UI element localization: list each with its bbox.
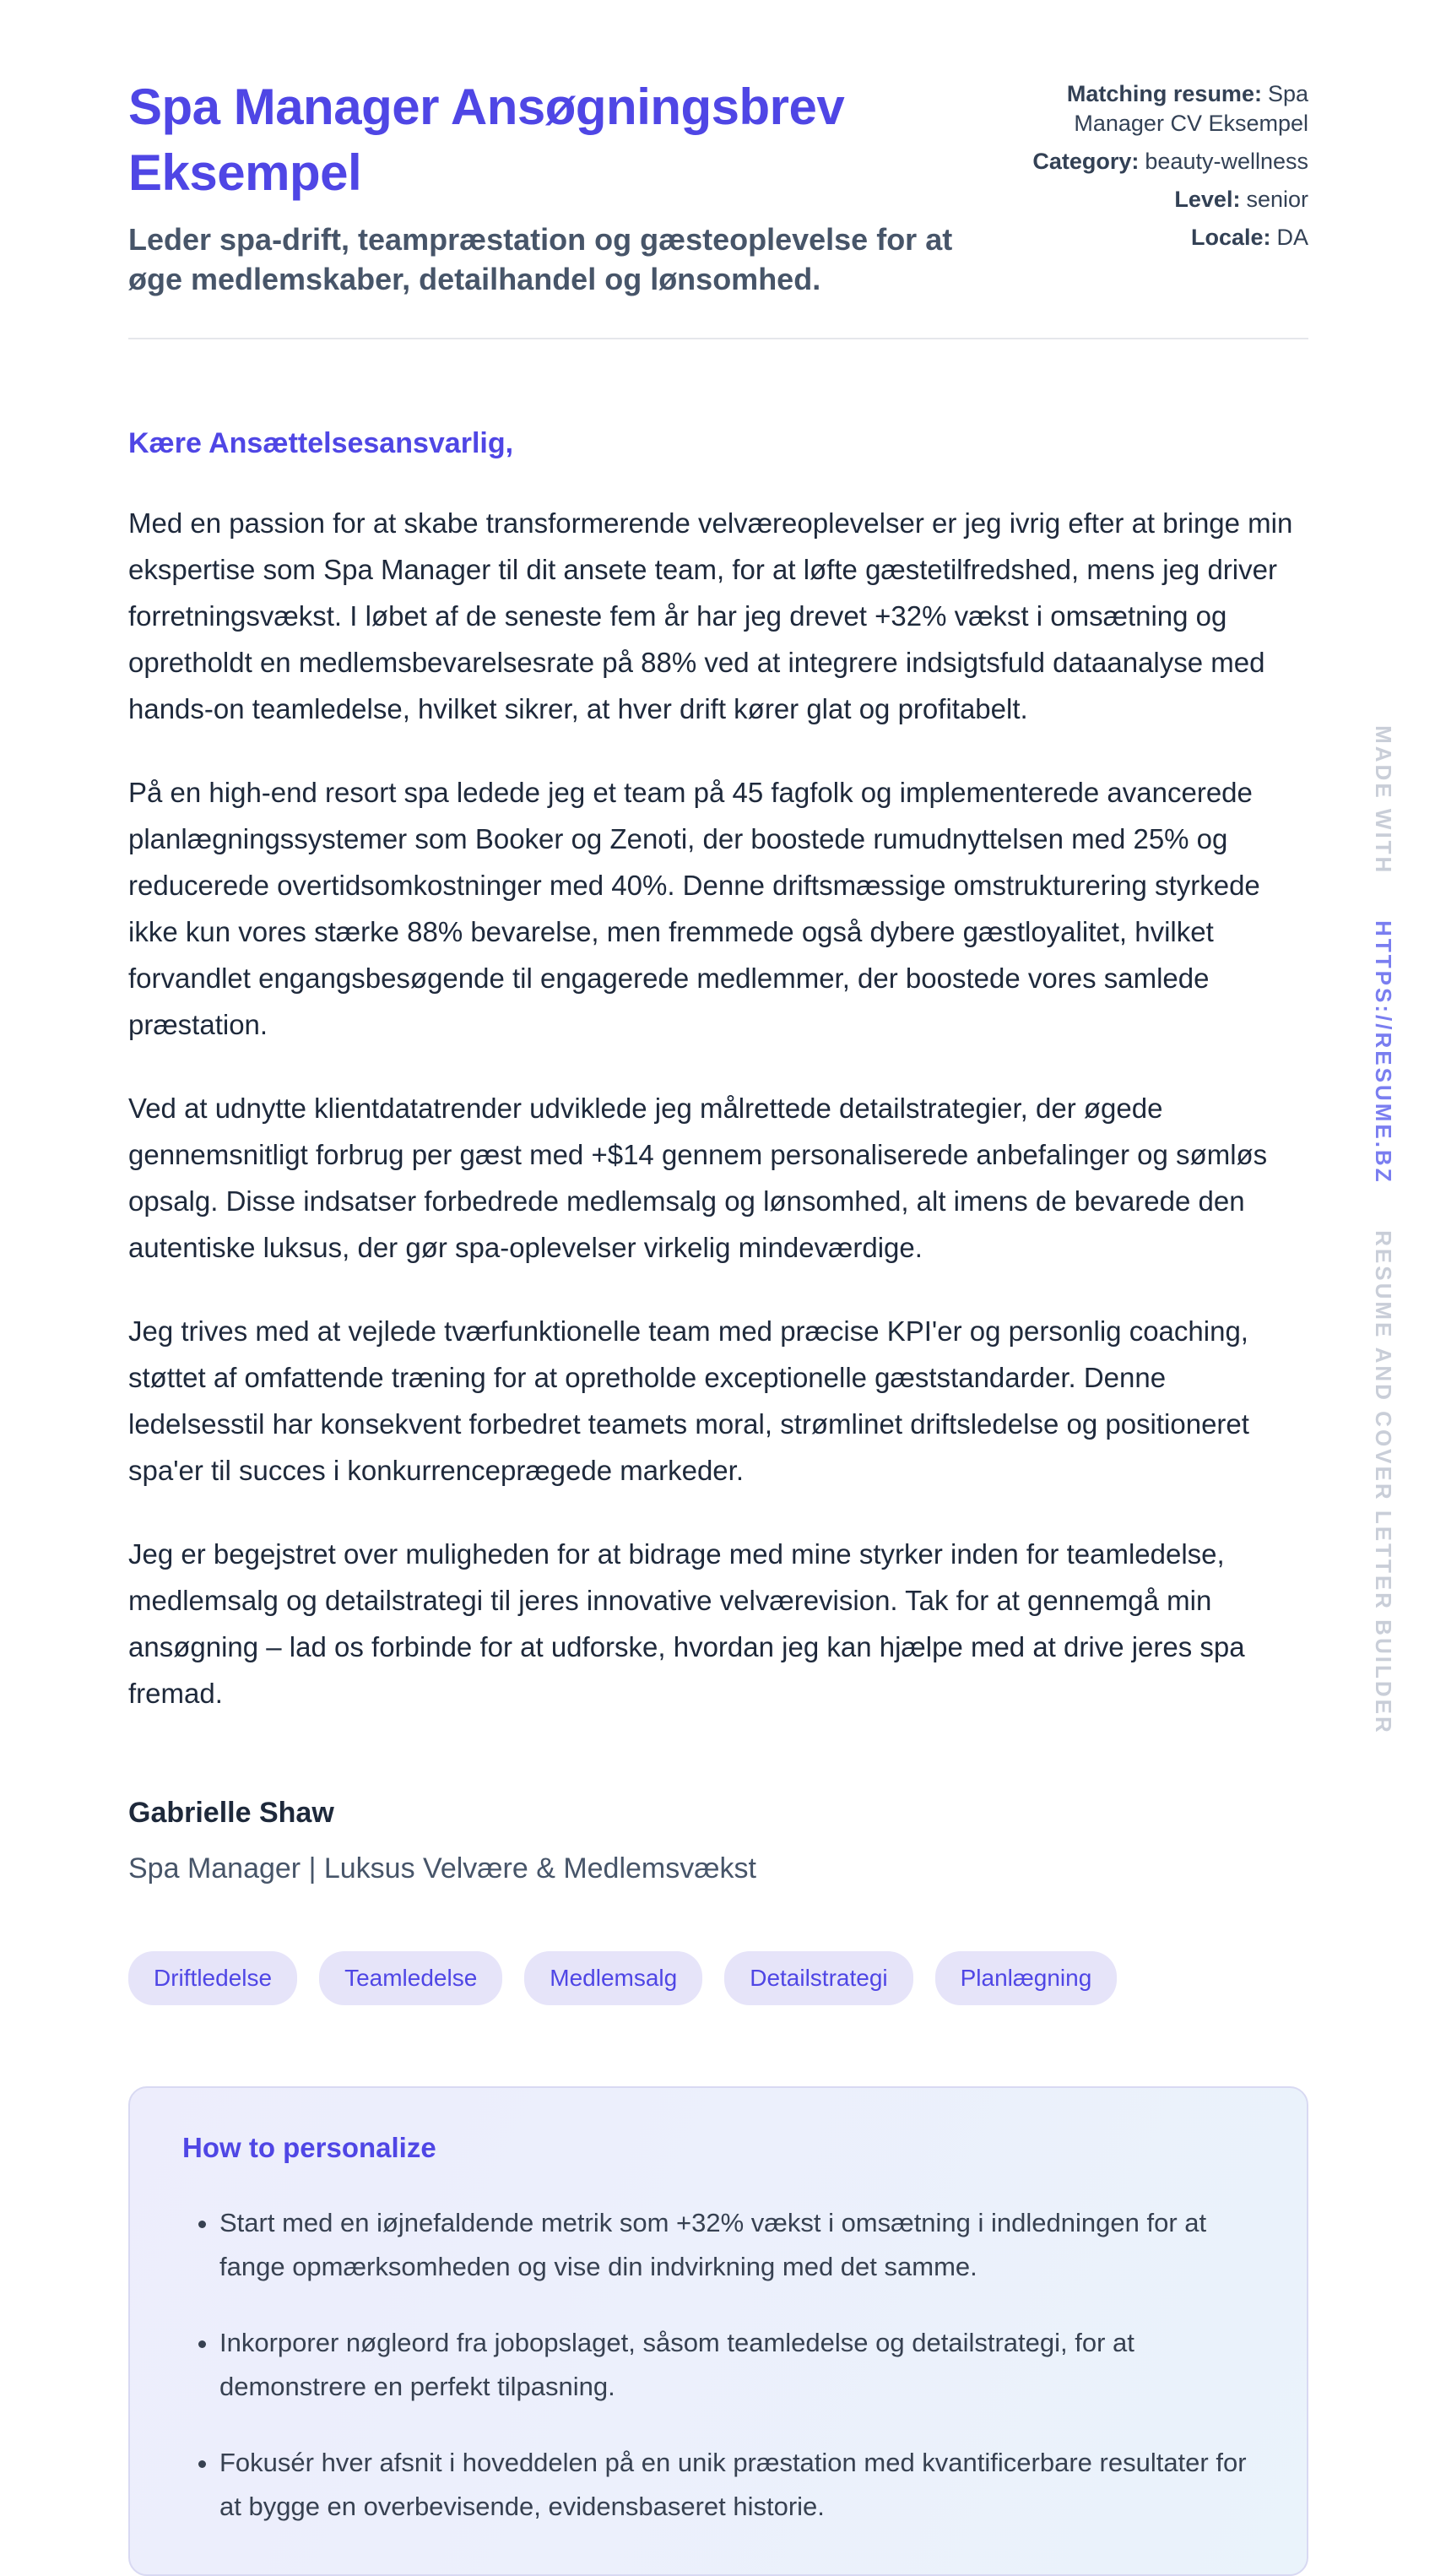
meta-label: Category: — [1032, 149, 1140, 174]
signature-name: Gabrielle Shaw — [128, 1797, 334, 1829]
meta-level — [1021, 185, 1308, 214]
watermark-builder-text: RESUME AND COVER LETTER BUILDER — [1371, 1230, 1396, 1735]
personalize-tips-card — [128, 2086, 1308, 2576]
header — [128, 74, 1308, 299]
skill-tag-list — [128, 1951, 1308, 2005]
letter-paragraph: På en high-end resort spa ledede jeg et team på 45 fagfolk og implementerede avancerede planlægningssystemer som Booker og Zenoti, der boostede rumudnyttelsen med 25% og reducerede overtidsomkostninger med 40%. Denne driftsmæssige omstrukturering styrkede ikke kun vores stærke 88% bevarelse, men fremmede også dybere gæstloyalitet, hvilket forvandlet engangsbesøgende til engagerede medlemmer, der boostede vores samlede præstation. — [128, 777, 1260, 1040]
title-block — [128, 74, 988, 299]
tip-item: • Fokusér hver afsnit i hoveddelen på en unik præstation med kvantificerbare resultater for at bygge en overbevisende, evidensbaseret historie. — [219, 2441, 1254, 2529]
tag-pill-teamledelse[interactable]: Teamledelse — [319, 1951, 502, 2005]
meta-category — [1021, 147, 1308, 176]
meta-value: DA — [1276, 225, 1308, 250]
meta-locale — [1021, 223, 1308, 252]
meta-value: Spa Manager CV Eksempel — [1074, 81, 1308, 136]
letter-paragraph: Med en passion for at skabe transformerende velværeoplevelser er jeg ivrig efter at bringe min ekspertise som Spa Manager til dit ansete team, for at løfte gæstetilfredshed, mens jeg driver forretningsvækst. I løbet af de seneste fem år har jeg drevet +32% vækst i omsætning og opretholdt en medlemsbevarelsesrate på 88% ved at integrere indsigtsfuld dataanalyse med hands-on teamledelse, hvilket sikrer, at hver drift kører glat og profitabelt. — [128, 507, 1293, 724]
tag-pill-detailstrategi[interactable]: Detailstrategi — [724, 1951, 912, 2005]
tag-pill-medlemsalg[interactable]: Medlemsalg — [524, 1951, 702, 2005]
signature-role: Spa Manager | Luksus Velvære & Medlemsvækst — [128, 1852, 756, 1885]
meta-label: Level: — [1174, 187, 1241, 212]
divider — [128, 338, 1308, 339]
meta-label: Locale: — [1190, 225, 1271, 250]
meta-value: senior — [1246, 187, 1308, 212]
watermark-resume-bz-link[interactable]: HTTPS://RESUME.BZ — [1371, 920, 1396, 1185]
meta-panel — [1021, 74, 1308, 261]
page-subtitle: Leder spa-drift, teampræstation og gæsteoplevelse for at øge medlemskaber, detailhandel og lønsomhed. — [128, 222, 953, 296]
tag-pill-driftledelse[interactable]: Driftledelse — [128, 1951, 297, 2005]
meta-matching-resume — [1021, 79, 1308, 138]
meta-value: beauty-wellness — [1145, 149, 1308, 174]
tip-item: • Start med en iøjnefaldende metrik som +32% vækst i omsætning i indledningen for at fange opmærksomheden og vise din indvirkning med det samme. — [219, 2201, 1254, 2289]
greeting: Kære Ansættelsesansvarlig, — [128, 427, 514, 459]
watermark-made-with: MADE WITH — [1371, 725, 1396, 876]
letter-body — [128, 424, 1308, 1887]
letter-paragraph: Jeg trives med at vejlede tværfunktionelle team med præcise KPI'er og personlig coaching, støttet af omfattende træning for at opretholde exceptionelle gæststandarder. Denne ledelsesstil har konsekvent forbedret teamets moral, strømlinet driftsledelse og positioneret spa'er til succes i konkurrenceprægede markeder. — [128, 1315, 1249, 1486]
tag-pill-planlaegning[interactable]: Planlægning — [935, 1951, 1118, 2005]
letter-paragraph: Ved at udnytte klientdatatrender udviklede jeg målrettede detailstrategier, der øgede gennemsnitligt forbrug per gæst med +$14 gennem personaliserede anbefalinger og sømløs opsalg. Disse indsatser forbedrede medlemsalg og lønsomhed, alt imens de bevarede den autentiske luksus, der gør spa-oplevelser virkelig mindeværdige. — [128, 1093, 1268, 1263]
tips-title: How to personalize — [182, 2132, 436, 2163]
watermark — [1370, 725, 1396, 1735]
meta-label: Matching resume: — [1066, 81, 1262, 106]
page-title: Spa Manager Ansøgningsbrev Eksempel — [128, 79, 845, 201]
letter-paragraph: Jeg er begejstret over muligheden for at bidrage med mine styrker inden for teamledelse, medlemsalg og detailstrategi til jeres innovative velværevision. Tak for at gennemgå min ansøgning – lad os forbinde for at udforske, hvordan jeg kan hjælpe med at drive jeres spa fremad. — [128, 1538, 1245, 1709]
tips-list — [182, 2201, 1254, 2529]
tip-item: • Inkorporer nøgleord fra jobopslaget, såsom teamledelse og detailstrategi, for at demonstrere en perfekt tilpasning. — [219, 2321, 1254, 2409]
